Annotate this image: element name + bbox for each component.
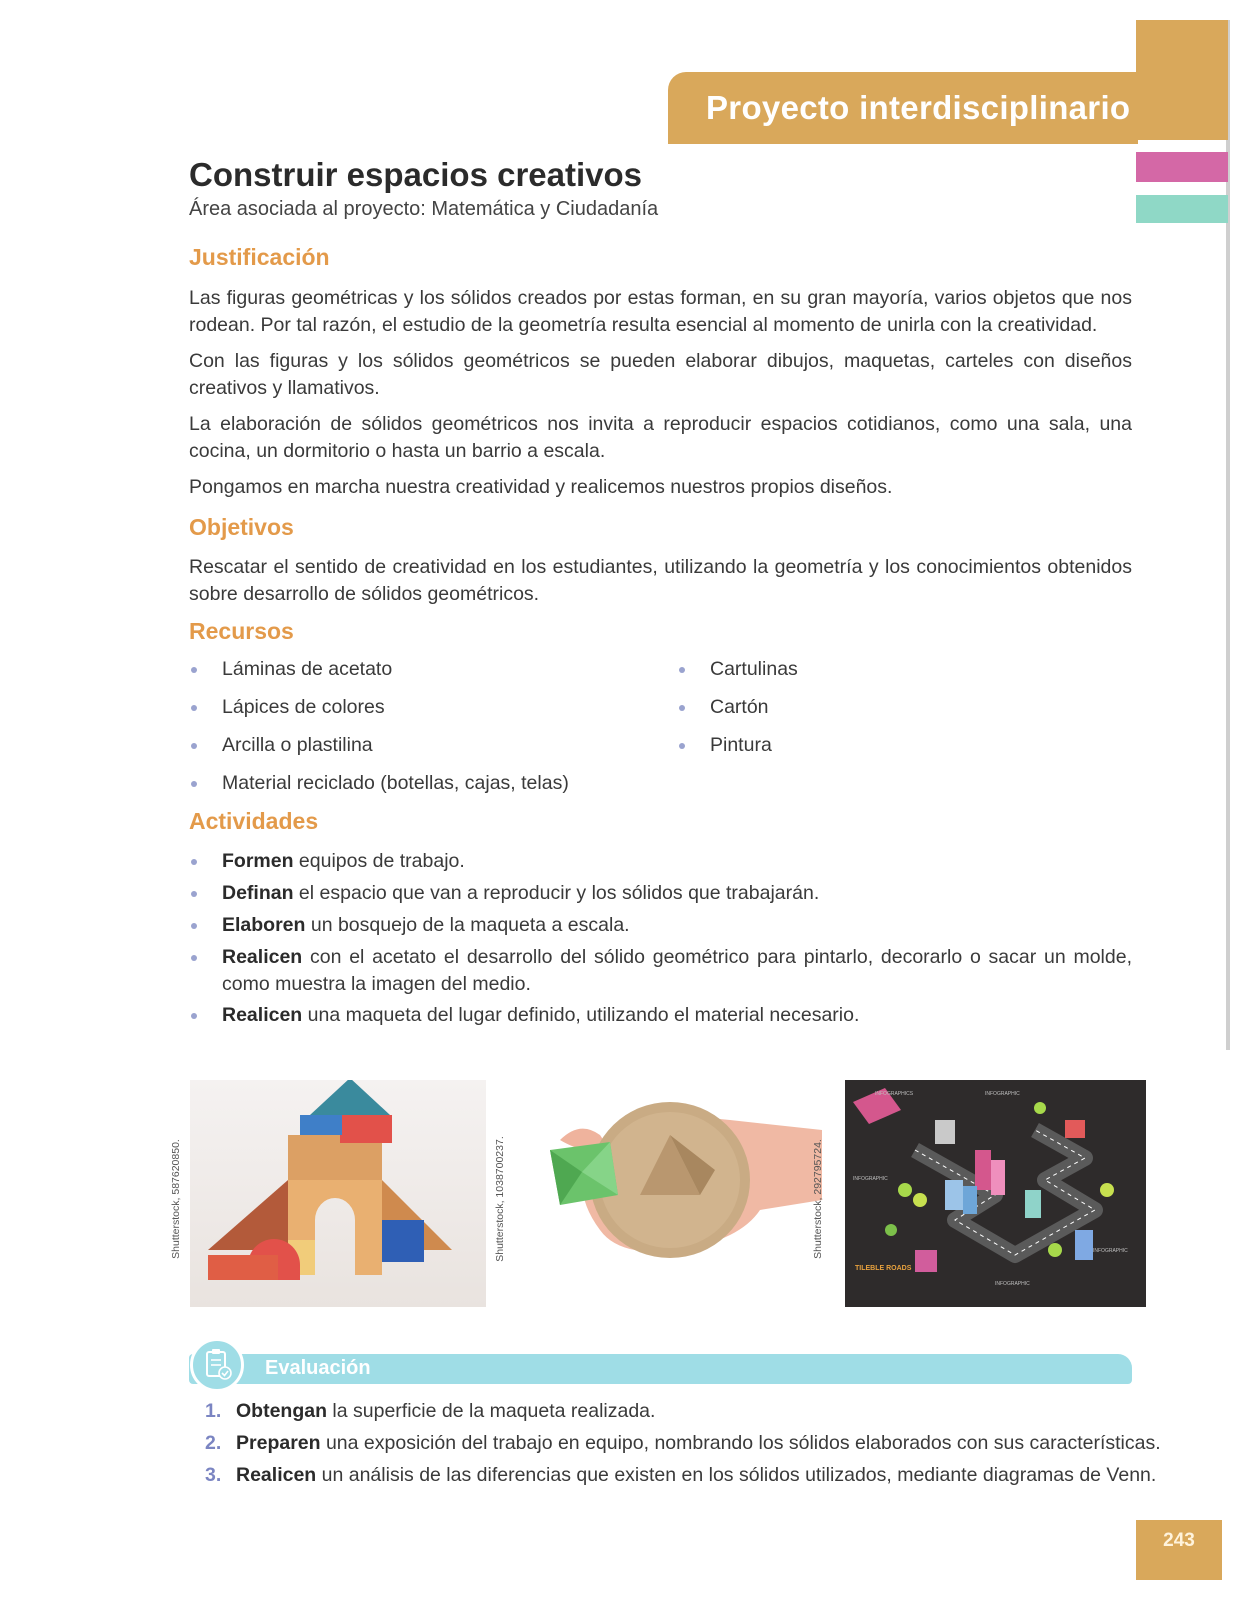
page-title: Construir espacios creativos [189,156,643,193]
image-credit: Shutterstock, 587620850. [170,1139,182,1259]
pink-side-bar [1136,152,1228,182]
infographic-label: INFOGRAPHIC [985,1091,1020,1097]
infographic-label: INFOGRAPHIC [853,1176,888,1182]
activity-text: el espacio que van a reproducir y los sólidos que trabajarán. [293,882,820,904]
list-item [189,944,1132,998]
evaluation-heading: Evaluación [265,1357,371,1379]
resources-list-right [677,656,798,770]
paragraph: Rescatar el sentido de creatividad en los estudiantes, utilizando la geometría y los conocimientos obtenidos sobre desarrollo de sólidos geométricos. [189,556,1132,605]
activity-text: equipos de trabajo. [293,850,465,872]
list-item [205,1398,1161,1430]
paragraph: Las figuras geométricas y los sólidos creados por estas forman, en su gran mayoría, varios objetos que nos rodean. Por tal razón, el estudio de la geometría resulta esencial al momento de unirla con la creatividad. [189,287,1132,336]
paragraph: Pongamos en marcha nuestra creatividad y realicemos nuestros propios diseños. [189,476,893,498]
item-number: 2. [205,1432,222,1454]
list-item: Cartón [677,694,798,732]
activity-verb: Realicen [222,1004,303,1026]
photo-city-infographic [845,1080,1146,1307]
activity-verb: Elaboren [222,914,306,936]
infographic-label: INFOGRAPHICS [875,1091,914,1097]
clay-mold-illustration [530,1080,822,1307]
list-item [189,1002,1132,1029]
evaluation-verb: Preparen [236,1432,321,1454]
section-heading-objetivos: Objetivos [189,514,294,540]
list-item: Lápices de colores [189,694,569,732]
activity-verb: Formen [222,850,294,872]
list-item: Pintura [677,732,798,770]
list-item [189,848,1132,875]
paragraph: La elaboración de sólidos geométricos nos invita a reproducir espacios cotidianos, como una sala, una cocina, un dormitorio o hasta un barrio a escala. [189,413,1132,462]
activity-text: con el acetato el desarrollo del sólido geométrico para pintarlo, decorarlo o sacar un molde, como muestra la imagen del medio. [222,946,1132,995]
list-item: Cartulinas [677,656,798,694]
section-heading-recursos: Recursos [189,618,294,644]
page-subtitle: Área asociada al proyecto: Matemática y Ciudadanía [189,198,659,220]
activity-text: un bosquejo de la maqueta a escala. [305,914,630,936]
activity-verb: Definan [222,882,294,904]
gold-side-bar [1136,20,1228,140]
image-credit: Shutterstock, 1038700237. [494,1136,506,1262]
resources-list-left [189,656,569,808]
list-item: Láminas de acetato [189,656,569,694]
activity-verb: Realicen [222,946,303,968]
city-infographic-illustration [845,1080,1146,1307]
list-item [205,1430,1161,1462]
photo-clay-mold [530,1080,822,1307]
infographic-label: INFOGRAPHIC [1093,1248,1128,1254]
evaluation-text: una exposición del trabajo en equipo, nombrando los sólidos elaborados con sus características. [320,1432,1161,1454]
list-item: Material reciclado (botellas, cajas, telas) [189,770,569,808]
page-number: 243 [1163,1530,1195,1551]
infographic-label: INFOGRAPHIC [995,1281,1030,1287]
section-heading-justificacion: Justificación [189,244,330,270]
wooden-blocks-illustration [190,1080,486,1307]
evaluation-list [205,1398,1161,1494]
infographic-label: TILEBLE ROADS [855,1265,912,1272]
list-item [205,1462,1161,1494]
evaluation-verb: Realicen [236,1464,317,1486]
item-number: 1. [205,1400,222,1422]
list-item [189,912,1132,939]
list-item [189,880,1132,907]
item-number: 3. [205,1464,222,1486]
paragraph: Con las figuras y los sólidos geométricos se pueden elaborar dibujos, maquetas, carteles con diseños creativos y llamativos. [189,350,1132,399]
teal-side-bar [1136,195,1228,223]
activity-text: una maqueta del lugar definido, utilizando el material necesario. [302,1004,860,1026]
clipboard-check-icon [190,1338,244,1392]
photo-wooden-blocks [190,1080,486,1307]
section-heading-actividades: Actividades [189,808,319,834]
header-title: Proyecto interdisciplinario [706,89,1131,126]
evaluation-text: un análisis de las diferencias que existen en los sólidos utilizados, mediante diagramas de Venn. [316,1464,1157,1486]
page-number-box [1136,1520,1222,1580]
list-item: Arcilla o plastilina [189,732,569,770]
evaluation-verb: Obtengan [236,1400,327,1422]
evaluation-text: la superficie de la maqueta realizada. [327,1400,656,1422]
image-credit: Shutterstock, 292795724. [812,1139,824,1259]
activities-list [189,848,1132,1034]
header-banner [668,72,1138,144]
